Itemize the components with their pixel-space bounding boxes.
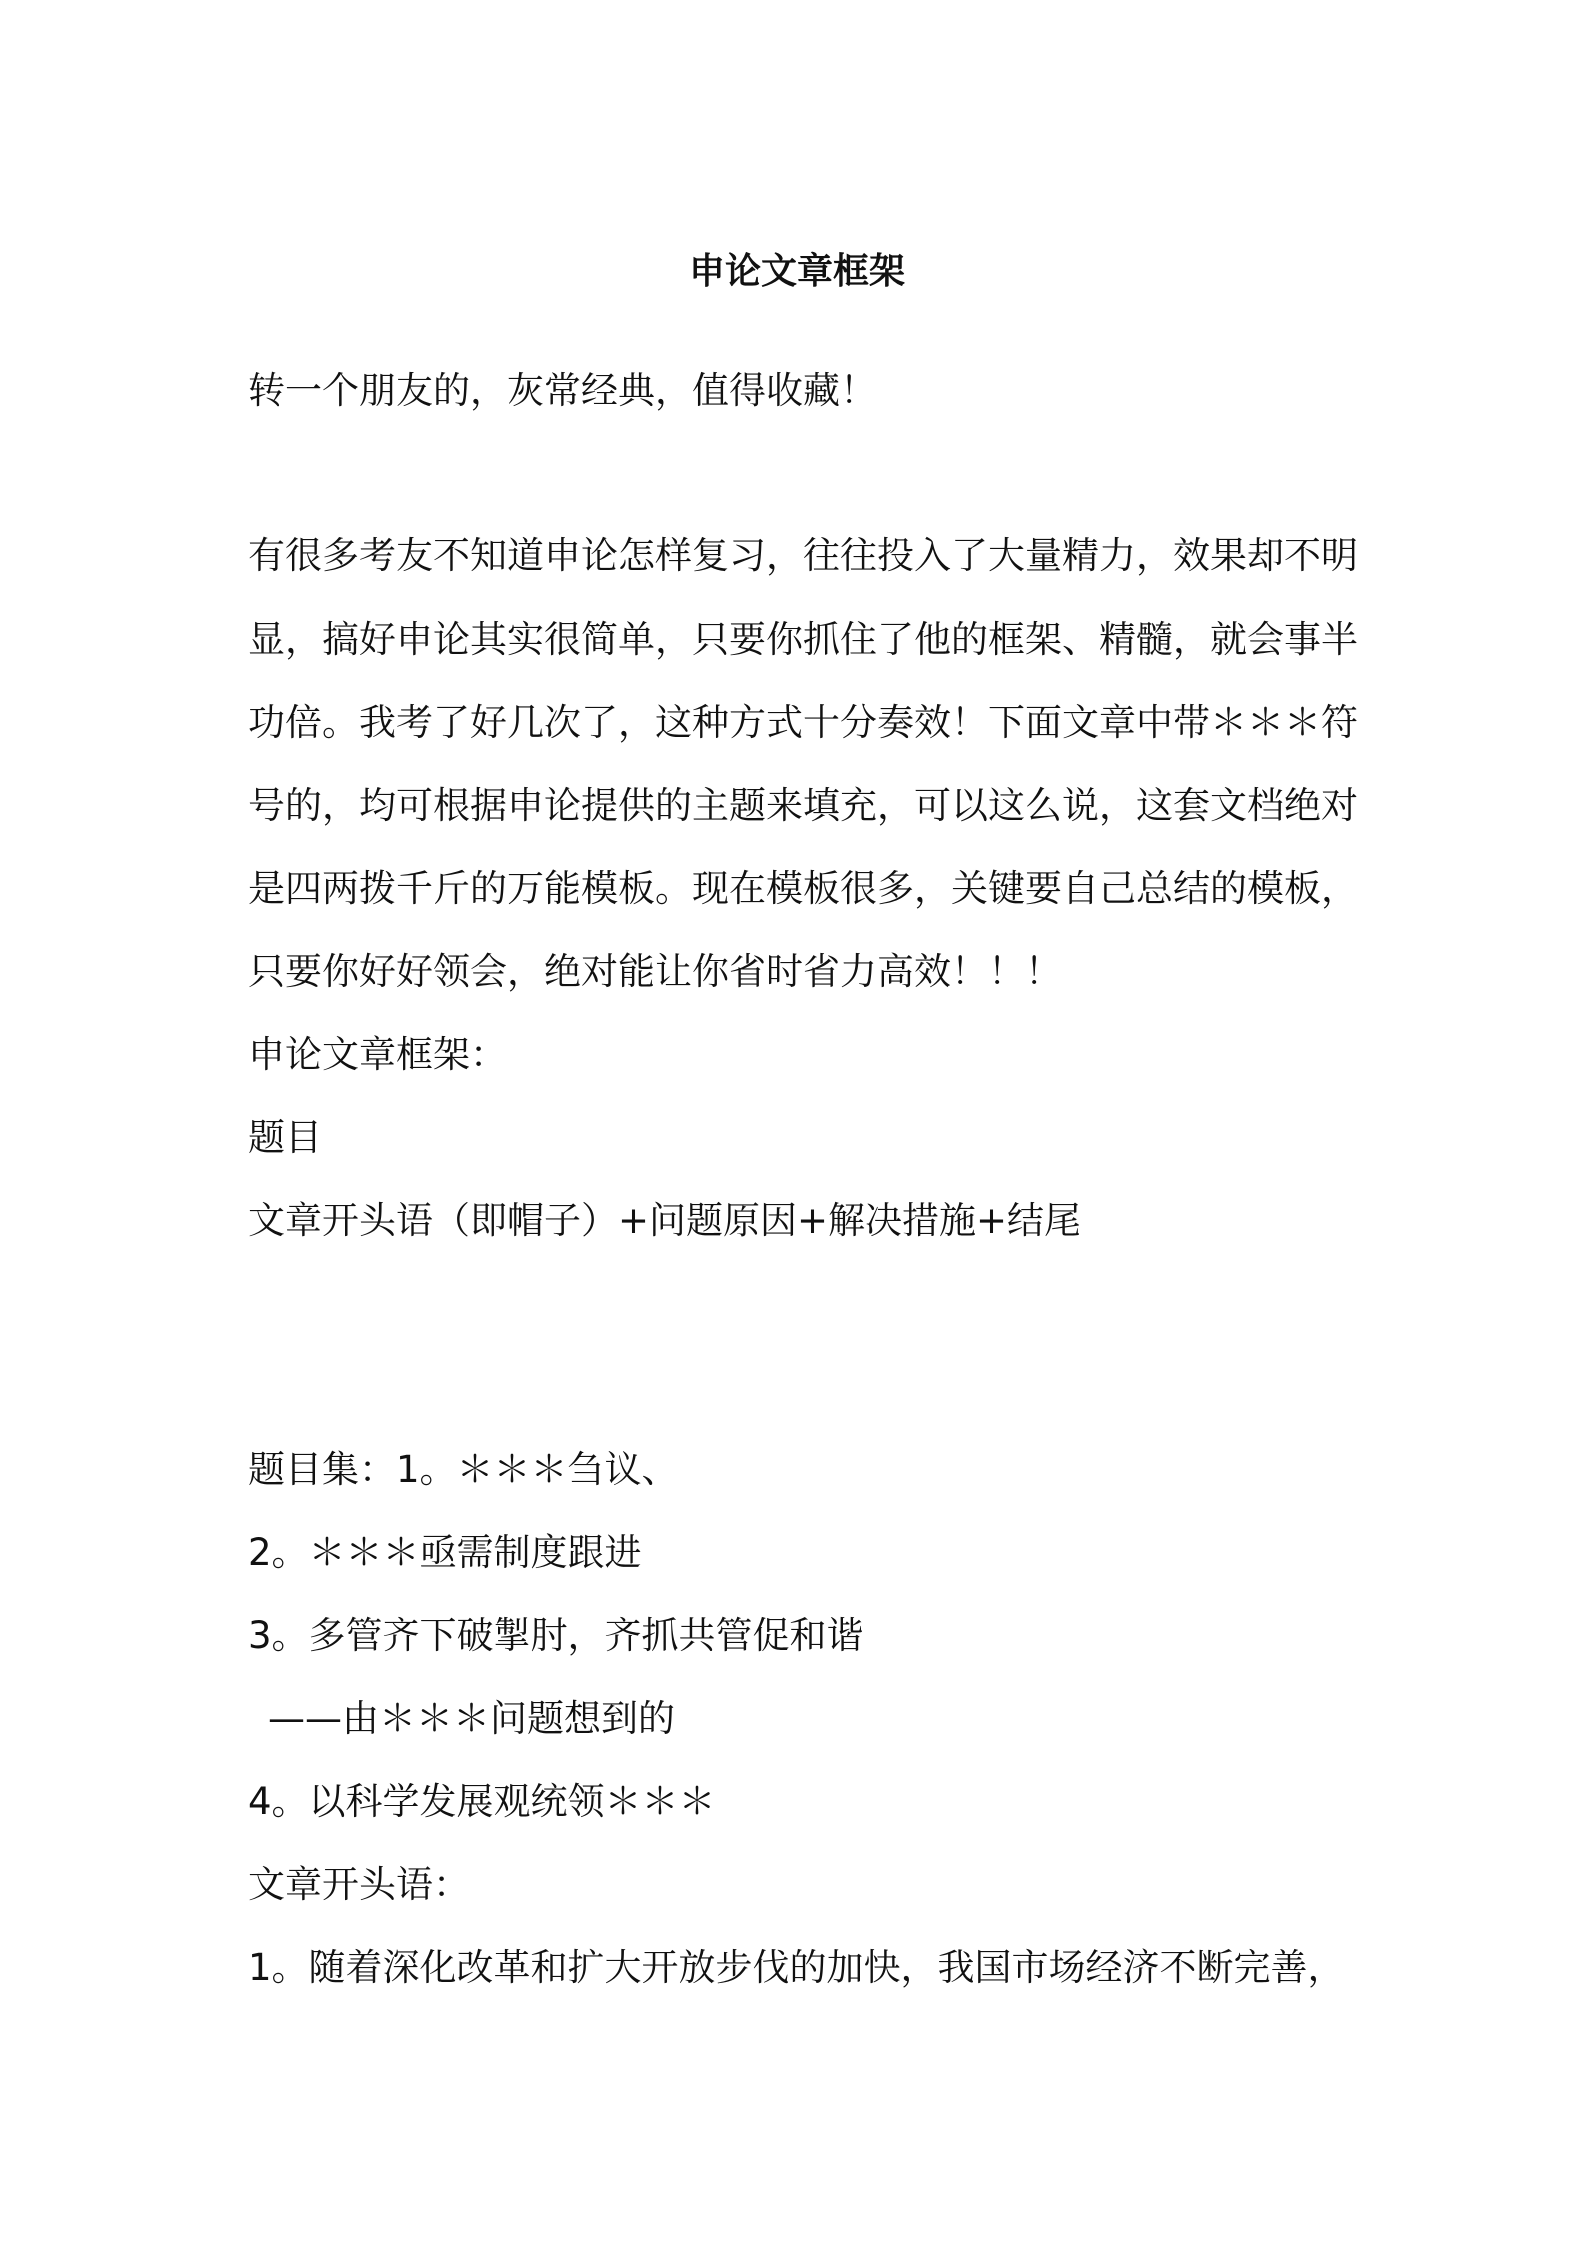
document-title: 申论文章框架	[688, 251, 905, 292]
paragraph-line: 号的，均可根据申论提供的主题来填充，可以这么说，这套文档绝对	[248, 784, 1358, 827]
paragraph-line: 功倍。我考了好几次了，这种方式十分奏效！下面文章中带＊＊＊符	[248, 701, 1358, 744]
section-line: 文章开头语（即帽子）+问题原因+解决措施+结尾	[248, 1199, 1082, 1242]
paragraph-line: 只要你好好领会，绝对能让你省时省力高效！！！	[248, 950, 1062, 993]
paragraph-line: 是四两拨千斤的万能模板。现在模板很多，关键要自己总结的模板，	[248, 867, 1358, 910]
title-list-item: 3。多管齐下破掣肘，齐抓共管促和谐	[248, 1614, 864, 1657]
paragraph-line: 显，搞好申论其实很简单，只要你抓住了他的框架、精髓，就会事半	[248, 618, 1358, 661]
title-list-item: 2。＊＊＊亟需制度跟进	[248, 1531, 642, 1574]
section-heading: 文章开头语：	[248, 1863, 470, 1906]
title-list-subline: ——由＊＊＊问题想到的	[268, 1697, 675, 1740]
title-list-item: 题目集：1。＊＊＊刍议、	[248, 1448, 679, 1491]
section-heading: 申论文章框架：	[248, 1033, 507, 1076]
section-line: 题目	[248, 1116, 322, 1159]
intro-line: 转一个朋友的，灰常经典，值得收藏！	[248, 369, 877, 412]
opening-list-item: 1。随着深化改革和扩大开放步伐的加快，我国市场经济不断完善，	[248, 1946, 1345, 1989]
title-list-item: 4。以科学发展观统领＊＊＊	[248, 1780, 716, 1823]
paragraph-line: 有很多考友不知道申论怎样复习，往往投入了大量精力，效果却不明	[248, 534, 1358, 577]
